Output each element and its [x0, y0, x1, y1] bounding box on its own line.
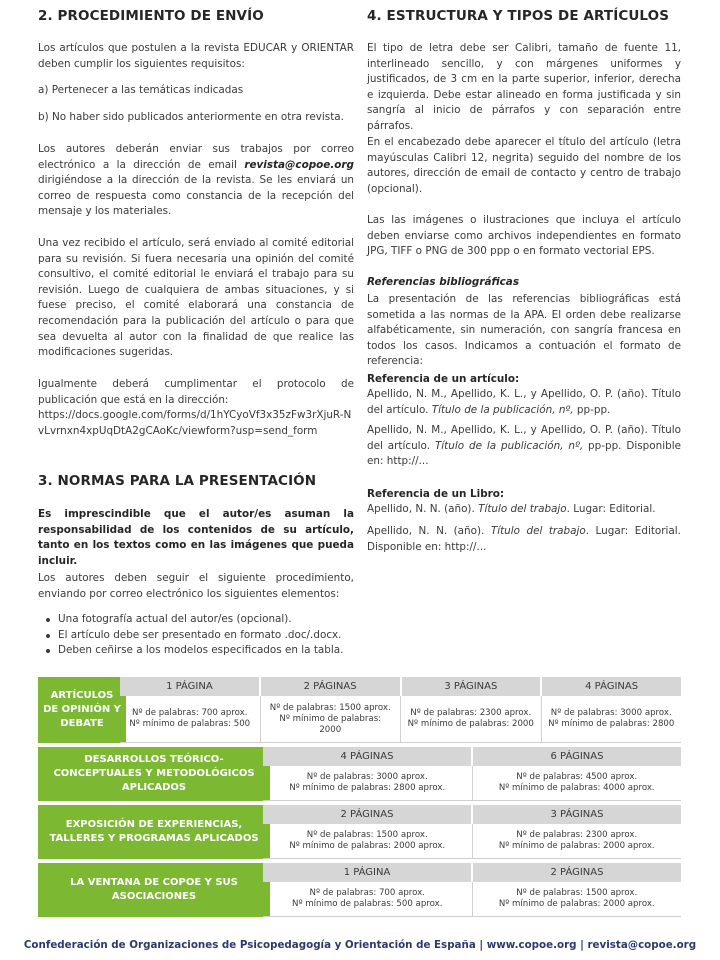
bullet-icon — [46, 634, 50, 638]
section-2-intro: Los artículos que postulen a la revista EDUCAR y ORIENTAR deben cumplir los siguientes requisitos: — [38, 42, 354, 70]
cell-line: Nº de palabras: 1500 aprox. — [516, 888, 638, 898]
references-title: Referencias bibliográficas — [367, 276, 520, 288]
row-header — [263, 805, 681, 824]
review-paragraph: Una vez recibido el artículo, será enviado al comité editorial para su revisión. Si fuera necesaria una opinión del comité consultivo, el comité editorial le enviará el trabajo para su revisión. Luego de cualquiera de ambas situaciones, y si fuese preciso, el comité elaborará una constancia de recomendación para la publicación del artículo o para que sea devuelta al autor con la finalidad de que realice las modificaciones sugeridas. — [38, 237, 354, 359]
ref-italic: Título del trabajo — [478, 503, 567, 515]
book-reference-2 — [367, 524, 681, 555]
cell-line: Nº de palabras: 700 aprox. — [132, 708, 248, 718]
section-2-title: 2. PROCEDIMIENTO DE ENVÍO — [38, 8, 264, 24]
article-reference-2 — [367, 423, 681, 470]
references-paragraph: La presentación de las referencias bibliográficas está sometida a las normas de la APA. El orden debe realizarse alfabéticamente, sin numeración, con sangría francesa en todos los casos. Indicamos a contuación el formato de referencia: — [367, 293, 681, 368]
row-body — [263, 824, 681, 859]
submission-paragraph — [38, 142, 354, 220]
cell-line: Nº de palabras: 1500 aprox. — [269, 702, 391, 713]
column-header: 4 PÁGINAS — [540, 677, 681, 696]
row-header — [263, 747, 681, 766]
elements-list — [38, 612, 354, 659]
column-header: 2 PÁGINAS — [471, 863, 681, 882]
article-reference-1 — [367, 387, 681, 418]
cell-line: Nº mínimo de palabras: 2000 aprox. — [289, 841, 446, 851]
table-row — [38, 863, 681, 917]
protocol-paragraph: Igualmente deberá cumplimentar el protocolo de publicación que está en la dirección: — [38, 378, 354, 406]
ref-text: pp-pp. — [573, 403, 611, 416]
submission-text-post: dirigiéndose a la dirección de la revista. Se les enviará un correo de respuesta como constancia de la recepción del mensaje y los materiales. — [38, 174, 354, 218]
table-cell — [263, 766, 472, 800]
list-item — [38, 643, 354, 659]
table-row — [38, 677, 681, 743]
cell-line: Nº mínimo de palabras: 4000 aprox. — [498, 783, 655, 793]
row-body — [263, 766, 681, 801]
ref-text: . Lugar: Editorial. Disponible en: http://... — [367, 525, 681, 553]
column-header: 2 PÁGINAS — [340, 809, 394, 820]
ref-text: Apellido, N. M., Apellido, K. L., y Apellido, O. P. (año). Título del artículo. — [367, 388, 681, 416]
table-cell — [120, 696, 260, 742]
list-item — [38, 612, 354, 628]
requirement-b: b) No haber sido publicados anteriormente en otra revista. — [38, 111, 344, 123]
cell-line: Nº mínimo de palabras: 2000 aprox. — [498, 841, 655, 851]
cell-line: Nº de palabras: 3000 aprox. — [306, 772, 428, 782]
table-cell — [263, 882, 472, 916]
cell-line: Nº de palabras: 3000 aprox. — [550, 708, 672, 718]
images-paragraph: Las las imágenes o ilustraciones que incluya el artículo deben enviarse como archivos independientes en formato JPG, TIFF o PNG de 300 ppp o en formato vectorial EPS. — [367, 214, 681, 258]
ref-text: Apellido, N. M., Apellido, K. L., y Apellido, O. P. (año). Título del artículo. — [367, 424, 681, 452]
format-paragraph: El tipo de letra debe ser Calibri, tamaño de fuente 11, interlineado sencillo, y con márgenes uniformes y justificados, de 3 cm en la parte superior, inferior, derecha e izquierda. Debe estar alineado en forma justificada y sin sangría al inicio de párrafos y con separación entre párrafos. — [367, 42, 681, 132]
row-label: ARTÍCULOS DE OPINIÓN Y DEBATE — [38, 677, 126, 743]
ref-italic: Título de la publicación, nº, — [431, 403, 574, 416]
table-cell — [472, 824, 682, 858]
list-item — [38, 628, 354, 644]
ref-text: pp-pp. Disponible en: http://... — [367, 439, 681, 468]
cell-line: Nº de palabras: 700 aprox. — [309, 888, 425, 898]
page-footer: Confederación de Organizaciones de Psicopedagogía y Orientación de España | www.copoe.org | revista@copoe.org — [23, 939, 697, 951]
table-cell — [472, 766, 682, 800]
procedure-paragraph: Los autores deben seguir el siguiente procedimiento, enviando por correo electrónico los siguientes elementos: — [38, 572, 354, 600]
row-header — [263, 863, 681, 882]
section-4-title: 4. ESTRUCTURA Y TIPOS DE ARTÍCULOS — [367, 8, 670, 24]
cell-line: Nº mínimo de palabras: 500 aprox. — [292, 899, 443, 909]
ref-text: Apellido, N. N. (año). — [367, 503, 479, 515]
ref-italic: Título de la publicación, nº, — [434, 439, 584, 452]
table-cell — [541, 696, 682, 742]
submission-email[interactable]: revista@copoe.org — [244, 158, 354, 171]
cell-line: Nº de palabras: 2300 aprox. — [410, 708, 532, 718]
cell-line: Nº de palabras: 1500 aprox. — [306, 830, 428, 840]
row-body — [120, 696, 681, 743]
cell-line: Nº mínimo de palabras: 2800 aprox. — [289, 783, 446, 793]
cell-line: Nº mínimo de palabras: 2800 — [548, 719, 675, 729]
cell-line: Nº de palabras: 2300 aprox. — [516, 830, 638, 840]
requirement-a: a) Pertenecer a las temáticas indicadas — [38, 84, 244, 96]
article-reference-title: Referencia de un artículo: — [367, 373, 520, 385]
row-label: LA VENTANA DE COPOE Y SUS ASOCIACIONES — [38, 863, 270, 917]
section-3-title: 3. NORMAS PARA LA PRESENTACIÓN — [38, 473, 317, 489]
protocol-url[interactable]: https://docs.google.com/forms/d/1hYCyoVf3x35zFw3rXjuR-NvLvrnxn4xpUqDtA2gCAoKc/viewform?usp=send_form — [38, 409, 352, 437]
article-types-table — [38, 677, 681, 921]
column-header: 6 PÁGINAS — [471, 747, 681, 766]
column-header: 2 PÁGINAS — [259, 677, 400, 696]
cell-line: 2000 — [319, 724, 342, 735]
bullet-icon — [46, 618, 50, 622]
table-cell — [260, 696, 401, 742]
ref-italic: Título del trabajo — [490, 525, 586, 537]
column-header: 1 PÁGINA — [343, 867, 391, 878]
cell-line: Nº mínimo de palabras: 500 — [129, 719, 251, 729]
column-header: 4 PÁGINAS — [340, 751, 394, 762]
column-header: 3 PÁGINAS — [471, 805, 681, 824]
row-label: DESARROLLOS TEÓRICO-CONCEPTUALES Y METODOLÓGICOS APLICADOS — [38, 747, 270, 801]
column-header: 1 PÁGINA — [166, 681, 213, 692]
ref-text: Apellido, N. N. (año). — [367, 525, 491, 537]
list-item-text: Una fotografía actual del autor/es (opcional). — [58, 613, 292, 625]
ref-text: . Lugar: Editorial. — [566, 503, 656, 515]
cell-line: Nº mínimo de palabras: 2000 aprox. — [498, 899, 655, 909]
column-header: 3 PÁGINAS — [400, 677, 541, 696]
cell-line: Nº mínimo de palabras: — [279, 713, 382, 724]
book-reference-1 — [367, 502, 681, 518]
table-cell — [400, 696, 541, 742]
list-item-text: El artículo debe ser presentado en formato .doc/.docx. — [58, 628, 342, 641]
submission-text-pre: Los autores deberán enviar sus trabajos por correo electrónico a la dirección de email — [38, 143, 354, 171]
cell-line: Nº de palabras: 4500 aprox. — [516, 772, 638, 782]
row-label: EXPOSICIÓN DE EXPERIENCIAS, TALLERES Y PROGRAMAS APLICADOS — [38, 805, 270, 859]
cell-line: Nº mínimo de palabras: 2000 — [407, 719, 534, 729]
list-item-text: Deben ceñirse a los modelos especificados en la tabla. — [58, 644, 344, 657]
table-cell — [472, 882, 682, 916]
table-row — [38, 805, 681, 859]
row-header — [120, 677, 681, 696]
responsibility-statement: Es imprescindible que el autor/es asuman la responsabilidad de los contenidos de su artículo, tanto en los textos como en las imágenes que pueda incluir. — [38, 508, 354, 567]
book-reference-title: Referencia de un Libro: — [367, 488, 505, 500]
table-row — [38, 747, 681, 801]
bullet-icon — [46, 649, 50, 653]
table-cell — [263, 824, 472, 858]
row-body — [263, 882, 681, 917]
header-paragraph: En el encabezado debe aparecer el título del artículo (letra mayúsculas Calibri 12, negrita) seguido del nombre de los autores, dirección de email de contacto y centro de trabajo (opcional). — [367, 136, 681, 195]
